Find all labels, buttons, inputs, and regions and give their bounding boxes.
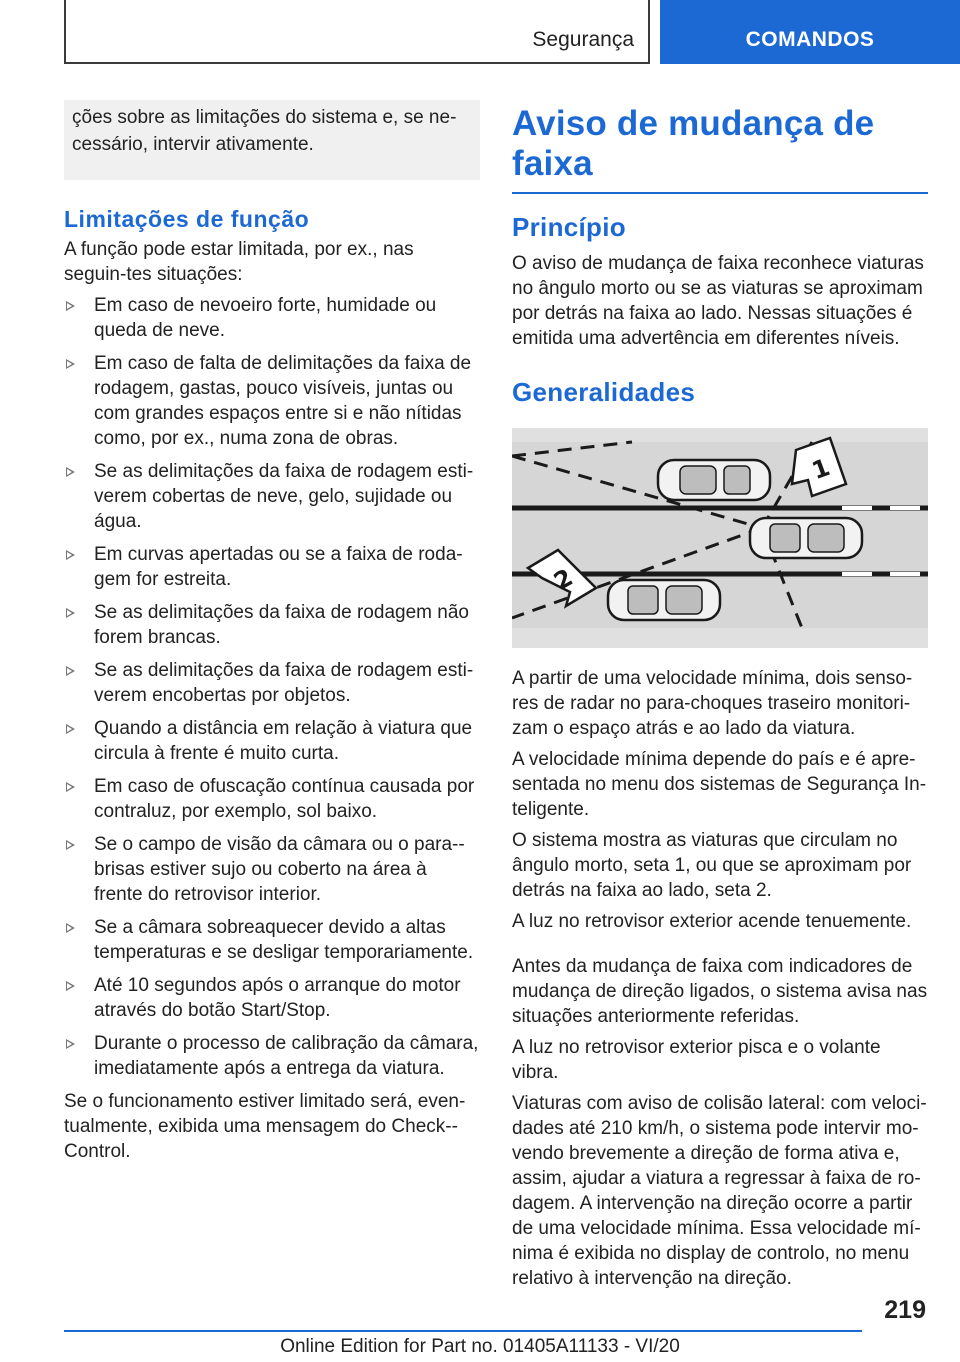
right-column (512, 100, 928, 1297)
list-item: Quando a distância em relação à viatura que circula à frente é muito curta. (64, 716, 480, 766)
paragraph: A velocidade mínima depende do país e é apre-sentada no menu dos sistemas de Segurança In-teligente. (512, 749, 927, 820)
list-item: Em caso de falta de delimitações da faixa de rodagem, gastas, pouco visíveis, juntas ou com grandes espaços entre si e não nítidas como, por ex., numa zona de obras. (64, 351, 480, 451)
list-item: Até 10 segundos após o arranque do motor através do botão Start/Stop. (64, 973, 480, 1023)
car-icon (658, 460, 770, 500)
triangle-bullet-icon (66, 840, 75, 850)
list-item: Se as delimitações da faixa de rodagem não forem brancas. (64, 600, 480, 650)
paragraph: Antes da mudança de faixa com indicadores de mudança de direção ligados, o sistema avisa nas situações anteriormente referidas. (512, 956, 928, 1027)
list-item: Se o campo de visão da câmara ou o para--brisas estiver sujo ou coberto na área à frente do retrovisor interior. (64, 832, 480, 907)
triangle-bullet-icon (66, 782, 75, 792)
road-diagram (512, 428, 928, 648)
note-box (64, 100, 480, 180)
paragraph: O sistema mostra as viaturas que circulam no ângulo morto, seta 1, ou que se aproximam por detrás na faixa ao lado, seta 2. (512, 830, 912, 901)
limitations-outro: Se o funcionamento estiver limitado será, even-tualmente, exibida uma mensagem do Check--Control. (64, 1091, 466, 1162)
section-title: Segurança (532, 28, 634, 51)
chapter-tab[interactable]: COMANDOS (660, 0, 960, 64)
header-box (64, 0, 650, 64)
list-item: Se as delimitações da faixa de rodagem esti-verem encobertas por objetos. (64, 658, 480, 708)
section-heading: Aviso de mudança de faixa (512, 100, 928, 194)
list-item: Se as delimitações da faixa de rodagem esti-verem cobertas de neve, gelo, sujidade ou água. (64, 459, 480, 534)
list-item: Em caso de ofuscação contínua causada por contraluz, por exemplo, sol baixo. (64, 774, 480, 824)
principle-heading: Princípio (512, 212, 626, 242)
triangle-bullet-icon (66, 301, 75, 311)
paragraph: A luz no retrovisor exterior pisca e o volante vibra. (512, 1037, 881, 1083)
list-item: Se a câmara sobreaquecer devido a altas temperaturas e se desligar temporariamente. (64, 915, 480, 965)
principle-text: O aviso de mudança de faixa reconhece viaturas no ângulo morto ou se as viaturas se aproximam por detrás na faixa ao lado. Nessas situações é emitida uma advertência em diferentes níveis. (512, 253, 924, 349)
list-item: Em caso de nevoeiro forte, humidade ou queda de neve. (64, 293, 480, 343)
triangle-bullet-icon (66, 467, 75, 477)
note-text: ções sobre as limitações do sistema e, se ne-cessário, intervir ativamente. (72, 107, 457, 155)
limitations-list (64, 293, 480, 1081)
limitations-heading: Limitações de função (64, 206, 310, 232)
footer-divider (64, 1330, 862, 1332)
list-item: Em curvas apertadas ou se a faixa de roda-gem for estreita. (64, 542, 480, 592)
triangle-bullet-icon (66, 550, 75, 560)
lane-change-illustration (512, 428, 928, 648)
paragraph: A luz no retrovisor exterior acende tenuemente. (512, 911, 912, 932)
limitations-intro: A função pode estar limitada, por ex., nas seguin-tes situações: (64, 239, 414, 285)
paragraph: A partir de uma velocidade mínima, dois senso-res de radar no para-choques traseiro monitori-zam o espaço atrás e ao lado da viatura. (512, 668, 913, 739)
general-heading: Generalidades (512, 377, 696, 407)
triangle-bullet-icon (66, 923, 75, 933)
car-icon (750, 518, 862, 558)
triangle-bullet-icon (66, 981, 75, 991)
page-number: 219 (884, 1296, 926, 1324)
edition-footer: Online Edition for Part no. 01405A11133 - VI/20 (280, 1336, 680, 1357)
triangle-bullet-icon (66, 724, 75, 734)
triangle-bullet-icon (66, 359, 75, 369)
list-item: Durante o processo de calibração da câmara, imediatamente após a entrega da viatura. (64, 1031, 480, 1081)
paragraph: Viaturas com aviso de colisão lateral: com veloci-dades até 210 km/h, o sistema pode intervir mo-vendo brevemente a direção de forma ativa e, assim, ajudar a viatura a regressar à faixa de ro-dagem. A intervenção na direção ocorre a partir de uma velocidade mínima. Essa velocidade mí-nima é exibida no display de controlo, no menu relativo à intervenção na direção. (512, 1093, 927, 1289)
triangle-bullet-icon (66, 608, 75, 618)
svg-text:1: 1 (808, 453, 834, 486)
triangle-bullet-icon (66, 1039, 75, 1049)
left-column (64, 100, 480, 1170)
triangle-bullet-icon (66, 666, 75, 676)
svg-text:2: 2 (549, 563, 578, 596)
car-icon (608, 580, 720, 620)
